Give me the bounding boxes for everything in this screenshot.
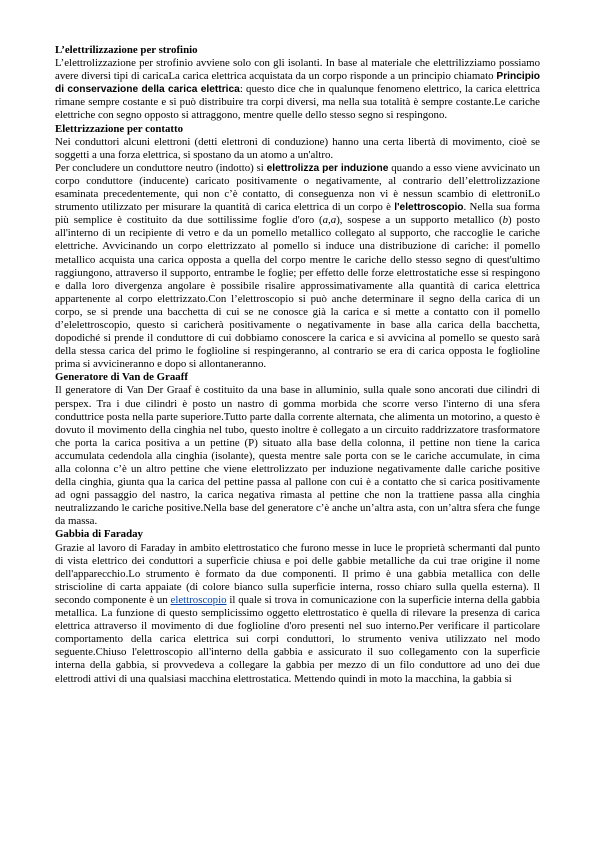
text-run: ) posto all'interno di un recipiente di vetro e da un pomello metallico collegato al supporto, che raccoglie le cariche elettriche. Avvicinando un corpo elettrizzato al pomello si induce una distribuzione di cariche: il pomello metallico acquista una carica opposta a quella del corpo mentre le cariche dello stesso segno di quest'ultimo raggiungono, attraverso il supporto, entrambe le foglie; per effetto delle forze elettrostatiche esse si respingono e dalla loro divergenza angolare è possibile risalire approssimativamente alla quantità di carica elettrica appartenente al corpo elettrizzato.Con l’elettroscopio si può anche determinare il segno della carica di un corpo, se si prende una bacchetta di cui se ne conosce già la carica e si mette a contatto con il pomello d’elelettroscopio, questo si caricherà positivamente o negativamente in base alla carica della bacchetta, dopodiché si prende il conduttore di cui dobbiamo conoscere la carica e si avvicina al pomello se questo sarà della stessa carica del primo le foglioline si respingeranno, al contrario se era di carica opposta le foglioline prima si avvicineranno e dopo si allontaneranno.	[55, 214, 540, 371]
text-run: Per concludere un conduttore neutro (indotto) si	[55, 161, 267, 174]
text-run: ), sospese a un supporto metallico (	[336, 214, 503, 227]
text-run: quando a esso viene avvicinato un corpo conduttore (inducente) caricato positivamente o negativamente, al contrario dell’elettrolizzazione esaminata precedentemente, qui non c’è contatto, di conseguenza non vi è nessun scambio di elettroniLo strumento utilizzato per misurare la quantità di carica elettrica di un corpo è	[55, 161, 541, 214]
italic-b: b	[502, 214, 508, 227]
bold-principio: Principio di conservazione della carica elettrica	[55, 71, 540, 96]
paragraph-faraday	[55, 542, 540, 686]
text-run: . Nella sua forma più semplice è costituito da due sottilissime foglie d'oro (	[55, 201, 540, 227]
text-run: L’elettrolizzazione per strofinio avviene solo con gli isolanti. In base al materiale che elettrilizziamo possiamo avere diversi tipi di caricaLa carica elettrica acquistata da un corpo risponde a un principio chiamato	[55, 57, 540, 83]
section-title-van-de-graaff: Generatore di Van de Graaff	[55, 371, 188, 384]
paragraph-contatto-1: Nei conduttori alcuni elettroni (detti elettroni di conduzione) hanno una certa libertà di movimento, cioè se soggetti a una forza elettrica, si spostano da un atomo a un'altro.	[55, 135, 540, 161]
section-title-contatto: Elettrizzazione per contatto	[55, 122, 184, 135]
section-title-strofinio: L’elettrilizzazione per strofinio	[55, 44, 198, 56]
bold-elettroscopio: l'elettroscopio	[394, 202, 464, 214]
text-run: Grazie al lavoro di Faraday in ambito elettrostatico che furono messe in luce le proprietà schermanti dal punto di vista elettrico dei conduttori a superficie chiusa e poi delle gabbie metalliche da cui trae origine il nome dell'apparecchio.Lo strumento è formato da due componenti. Il primo è una gabbia metallica con delle striscioline di carta appaiate (di colore bianco sulla superficie interna, rosso chiaro sulla quella esterna). Il secondo componente è un	[55, 541, 540, 606]
document-page	[55, 44, 540, 686]
text-run: : questo dice che in qualunque fenomeno elettrico, la carica elettrica rimane sempre costante e si può distribuire tra corpi diversi, ma nella sua totalità è sempre costante.Le cariche elettriche con segno opposto si attraggono, mentre quelle dello stesso segno si respingono.	[55, 83, 540, 122]
link-elettroscopio[interactable]: elettroscopio	[170, 593, 227, 606]
paragraph-van-de-graaff: Il generatore di Van Der Graaf è costituito da una base in alluminio, sulla quale sono ancorati due cilindri di perspex. Tra i due cilindri è posto un nastro di gomma morbida che scorre verso l'interno di una sfera conduttrice posta nella parte superiore.Tutto parte dalla corrente alternata, che alimenta un motorino, a questo è dovuto il movimento della cinghia nel tubo, questo inoltre è collegato a un circuito raddrizzatore trasformatore che porta la carica positiva a un pettine (P) situato alla base della colonna, il pettine non tiene la carica accumulata cedendola alla cinghia (isolante), questa mentre sale porta con se le cariche accumulate, in cima alla colonna c’è un altro pettine che viene elettrolizzato per induzione negativamente dalle cariche positive della cinghia, giunta qua la carica del pettine passa al pallone con cui è a contatto che si carica positivamente ad ogni passaggio del nastro, la carica negativa rimasta al pettine che non la trattiene passa alla cinghia neutralizzando le cariche positive.Nella base del generatore c’è anche un’altra asta, con un’altra sfera che funge da massa.	[55, 384, 540, 528]
paragraph-strofinio	[55, 57, 540, 122]
bold-induzione: elettrolizza per induzione	[266, 162, 389, 174]
paragraph-contatto-2	[55, 162, 540, 372]
section-title-faraday: Gabbia di Faraday	[55, 528, 143, 541]
italic-aa: a,a	[322, 214, 337, 227]
text-run: il quale si trova in comunicazione con la superficie interna della gabbia metallica. La funzione di questo semplicissimo oggetto elettrostatico è quella di rilevare la presenza di carica elettrica attraverso il movimento di due foglioline d'oro presenti nel suo interno.Per verificare il particolare comportamento della carica elettrica sui corpi conduttori, lo strumento veniva utilizzato nel modo seguente.Chiuso l'elettroscopio all'interno della gabbia e assicurato il suo collegamento con la superficie interna della gabbia, si provvedeva a collegare la gabbia per mezzo di un filo conduttore ad uno dei due elettrodi attivi di una qualsiasi macchina elettrostatica. Mettendo quindi in moto la macchina, la gabbia si	[55, 593, 540, 685]
